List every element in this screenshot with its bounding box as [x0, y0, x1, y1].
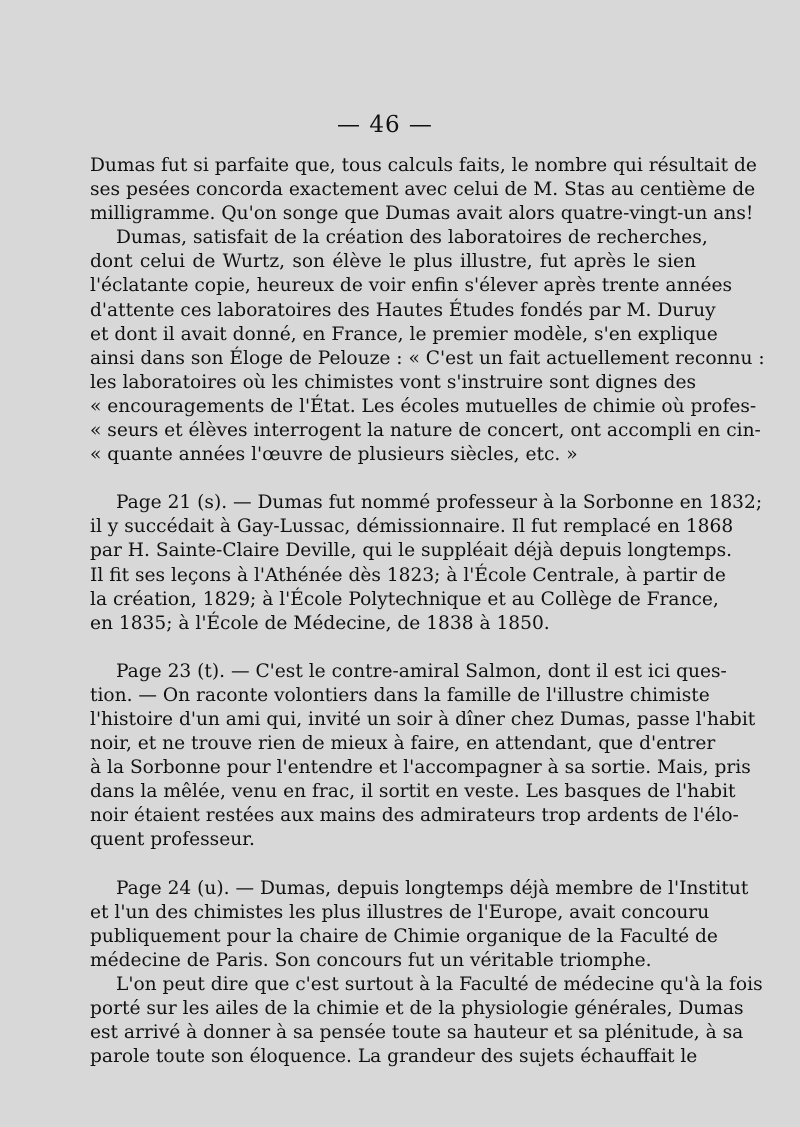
text-line: il y succédait à Gay-Lussac, démissionnaire. Il fut remplacé en 1868 — [90, 516, 734, 538]
text-line: Il fit ses leçons à l'Athénée dès 1823; à l'École Centrale, à partir de — [90, 564, 726, 586]
text-line: ses pesées concorda exactement avec celui de M. Stas au centième de — [90, 179, 756, 201]
text-line: l'éclatante copie, heureux de voir enfin s'élever après trente années — [90, 275, 733, 297]
text-line: Page 24 (u). — Dumas, depuis longtemps déjà membre de l'Institut — [116, 877, 749, 899]
page-text — [90, 154, 765, 1069]
text-line: parole toute son éloquence. La grandeur des sujets échauffait le — [90, 1046, 698, 1068]
text-line: noir étaient restées aux mains des admirateurs trop ardents de l'élo- — [90, 805, 739, 827]
text-line: en 1835; à l'École de Médecine, de 1838 à 1850. — [90, 612, 550, 634]
text-line: tion. — On raconte volontiers dans la famille de l'illustre chimiste — [90, 684, 710, 706]
text-line: l'histoire d'un ami qui, invité un soir à dîner chez Dumas, passe l'habit — [90, 708, 756, 730]
text-line: la création, 1829; à l'École Polytechnique et au Collège de France, — [90, 588, 719, 610]
text-line: dont celui de Wurtz, son élève le plus illustre, fut après le sien — [90, 251, 696, 273]
text-line: et l'un des chimistes les plus illustres de l'Europe, avait concouru — [90, 901, 710, 923]
text-line: noir, et ne trouve rien de mieux à faire, en attendant, que d'entrer — [90, 733, 716, 755]
text-line: publiquement pour la chaire de Chimie organique de la Faculté de — [90, 925, 718, 947]
text-line: « quante années l'œuvre de plusieurs siècles, etc. » — [90, 444, 578, 466]
page-number: — 46 — — [337, 112, 433, 138]
text-line: porté sur les ailes de la chimie et de la physiologie générales, Dumas — [90, 998, 744, 1019]
text-line: quent professeur. — [90, 829, 255, 851]
text-line: par H. Sainte-Claire Deville, qui le suppléait déjà depuis longtemps. — [90, 540, 733, 562]
text-line: ainsi dans son Éloge de Pelouze : « C'est un fait actuellement reconnu : — [90, 347, 765, 369]
text-line: médecine de Paris. Son concours fut un véritable triomphe. — [90, 949, 652, 971]
text-line: Dumas fut si parfaite que, tous calculs faits, le nombre qui résultait de — [90, 155, 757, 176]
text-line: les laboratoires où les chimistes vont s'instruire sont dignes des — [90, 371, 696, 393]
text-line: et dont il avait donné, en France, le premier modèle, s'en explique — [90, 323, 718, 345]
text-line: Dumas, satisfait de la création des laboratoires de recherches, — [116, 227, 708, 249]
text-line: milligramme. Qu'on songe que Dumas avait alors quatre-vingt-un ans! — [90, 203, 754, 225]
text-line: à la Sorbonne pour l'entendre et l'accompagner à sa sortie. Mais, pris — [90, 757, 751, 779]
text-line: Page 23 (t). — C'est le contre-amiral Salmon, dont il est ici ques- — [116, 660, 727, 682]
text-line: est arrivé à donner à sa pensée toute sa hauteur et sa plénitude, à sa — [90, 1022, 744, 1044]
text-line: d'attente ces laboratoires des Hautes Études fondés par M. Duruy — [90, 299, 716, 321]
text-line: dans la mêlée, venu en frac, il sortit en veste. Les basques de l'habit — [90, 781, 736, 803]
text-line: Page 21 (s). — Dumas fut nommé professeur à la Sorbonne en 1832; — [116, 492, 763, 514]
text-line: L'on peut dire que c'est surtout à la Faculté de médecine qu'à la fois — [116, 973, 763, 995]
text-line: « seurs et élèves interrogent la nature de concert, ont accompli en cin- — [90, 420, 761, 442]
text-line: « encouragements de l'État. Les écoles mutuelles de chimie où profes- — [90, 395, 757, 417]
